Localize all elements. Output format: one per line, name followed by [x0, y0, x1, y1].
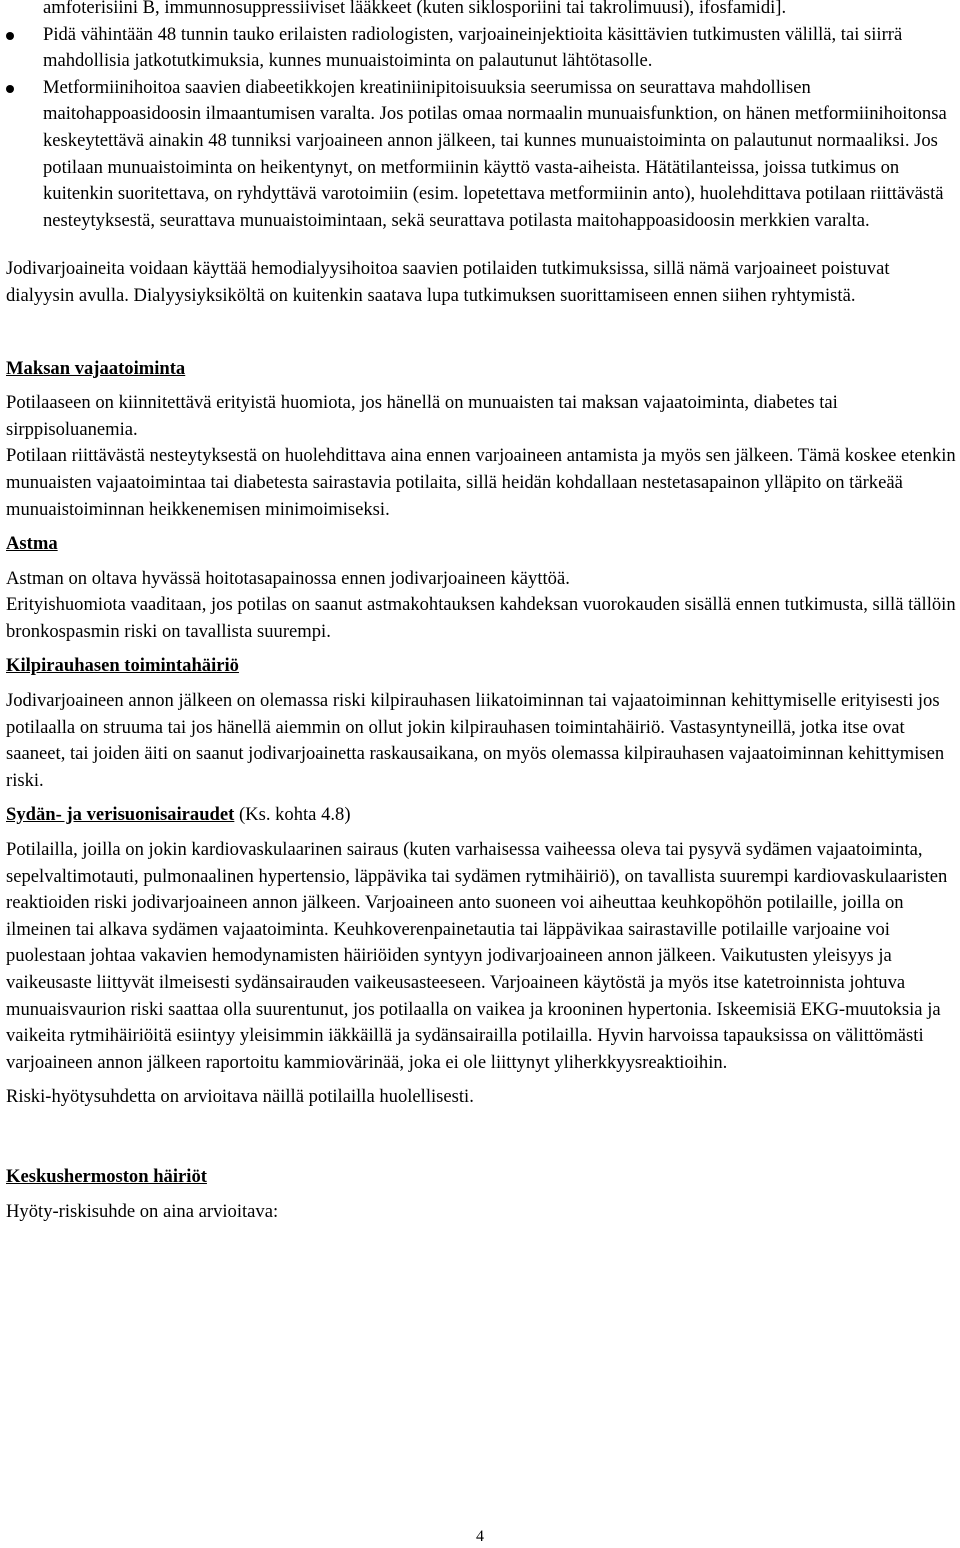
bullet-icon: [6, 85, 14, 93]
bullet-list: [6, 22, 956, 235]
section-heading-asthma: Astma: [6, 533, 58, 555]
cardio-paragraph-2: Riski-hyötysuhdetta on arvioitava näillä potilailla huolellisesti.: [6, 1086, 474, 1108]
bullet-icon: [6, 32, 14, 40]
asthma-paragraph-1: Astman on oltava hyvässä hoitotasapainossa ennen jodivarjoaineen käyttöä.: [6, 567, 570, 589]
section-heading-liver: Maksan vajaatoiminta: [6, 357, 186, 379]
cardio-paragraph-1: Potilailla, joilla on jokin kardiovaskulaarinen sairaus (kuten varhaisessa vaiheessa oleva tai pysyvä sydämen vajaatoiminta, sepelvaltimotauti, pulmonaalinen hypertensio, läppävika tai sydämen rytmihäiriö), on tavallista suurempi kardiovaskulaaristen reaktioiden riski jodivarjoaineen annon jälkeen. Varjoaineen anto suoneen voi aiheuttaa keuhkopöhön potilaille, joilla on ilmeinen tai alkava sydämen vajaatoiminta. Keuhkoverenpainetautia tai läppävikaa sairastaville potilaille varjoaine voi puolestaan johtaa vakavien hemodynamisten häiriöiden syntyyn jodivarjoaineen annon jälkeen. Vaikutusten yleisyys ja vaikeusaste liittyvät ilmeisesti sydänsairauden vaikeusasteeseen. Varjoaineen käytöstä ja myös itse katetroinnista johtuva munuaisvaurion riski saattaa olla suurentunut, jos potilaalla on vaikea ja krooninen hypertonia. Iskeemisiä EKG-muutoksia ja vaikeita rytmihäiriöitä esiintyy yleisimmin iäkkäillä ja sydänsairailla potilailla. Hyvin harvoissa tapauksissa on välittömästi varjoaineen annon jälkeen raportoitu kammiovärinää, joka ei ole liittynyt yliherkkyysreaktioihin.: [6, 839, 948, 1073]
section-heading-cardio-line: [6, 802, 956, 829]
bullet-text: Metformiinihoitoa saavien diabeetikkojen kreatiniinipitoisuuksia seerumissa on seurattava mahdollisen maitohappoasidoosin ilmaantumisen varalta. Jos potilas omaa normaalin munuaisfunktion, on hänen metformiinihoitonsa keskeytettävä ainakin 48 tunniksi varjoaineen annon jälkeen, tai kunnes munuaistoiminta on palautunut normaaliksi. Jos potilaan munuaistoiminta on heikentynyt, on metformiinin käyttö vasta-aiheista. Hätätilanteissa, joissa tutkimus on kuitenkin suoritettava, on ryhdyttävä varotoimiin (esim. lopetettava metformiinin anto), huolehdittava potilaan riittävästä nesteytyksestä, seurattava munuaistoimintaan, sekä seurattava potilasta maitohappoasidoosin merkkien varalta.: [43, 76, 947, 231]
thyroid-paragraph: Jodivarjoaineen annon jälkeen on olemassa riski kilpirauhasen liikatoiminnan tai vajaatoiminnan kehittymiselle erityisesti jos potilaalla on struuma tai jos hänellä aiemmin on ollut jokin kilpirauhasen toimintahäiriö. Vastasyntyneillä, jotka itse ovat saaneet, tai joiden äiti on saanut jodivarjoainetta raskausaikana, on myös olemassa kilpirauhasen vajaatoiminnan kehittymisen riski.: [6, 690, 945, 791]
document-page: [6, 0, 956, 1225]
liver-paragraph-2: Potilaan riittävästä nesteytyksestä on huolehdittava aina ennen varjoaineen antamista ja myös sen jälkeen. Tämä koskee etenkin munuaisten vajaatoimintaa tai diabetesta sairastavia potilaita, sillä heidän kohdallaan nestetasapainon ylläpito on tärkeää munuaistoiminnan heikkenemisen minimoimiseksi.: [6, 445, 956, 520]
bullet-item: [6, 22, 956, 75]
cns-paragraph: Hyöty-riskisuhde on aina arvioitava:: [6, 1200, 279, 1222]
section-reference: (Ks. kohta 4.8): [234, 804, 351, 826]
dialysis-paragraph: Jodivarjoaineita voidaan käyttää hemodialyysihoitoa saavien potilaiden tutkimuksissa, sillä nämä varjoaineet poistuvat dialyysin avulla. Dialyysiyksiköltä on kuitenkin saatava lupa tutkimuksen suorittamiseen ennen siihen ryhtymistä.: [6, 258, 890, 306]
continuation-text: amfoterisiini B, immunnosuppressiiviset lääkkeet (kuten siklosporiini tai takrolimuusi), ifosfamidi].: [43, 0, 787, 18]
asthma-paragraph-2: Erityishuomiota vaaditaan, jos potilas on saanut astmakohtauksen kahdeksan vuorokauden sisällä ennen tutkimusta, sillä tällöin bronkospasmin riski on tavallista suurempi.: [6, 594, 956, 642]
page-number: 4: [476, 1528, 484, 1545]
bullet-text: Pidä vähintään 48 tunnin tauko erilaisten radiologisten, varjoaineinjektioita käsittävien tutkimusten välillä, tai siirrä mahdollisia jatkotutkimuksia, kunnes munuaistoiminta on palautunut lähtötasolle.: [43, 23, 903, 72]
section-heading-thyroid: Kilpirauhasen toimintahäiriö: [6, 655, 239, 677]
liver-paragraph-1: Potilaaseen on kiinnitettävä erityistä huomiota, jos hänellä on munuaisten tai maksan vajaatoiminta, diabetes tai sirppisoluanemia.: [6, 392, 838, 440]
section-heading-cns: Keskushermoston häiriöt: [6, 1165, 207, 1187]
section-heading-cardio: Sydän- ja verisuonisairaudet: [6, 804, 235, 826]
bullet-item: [6, 75, 956, 235]
